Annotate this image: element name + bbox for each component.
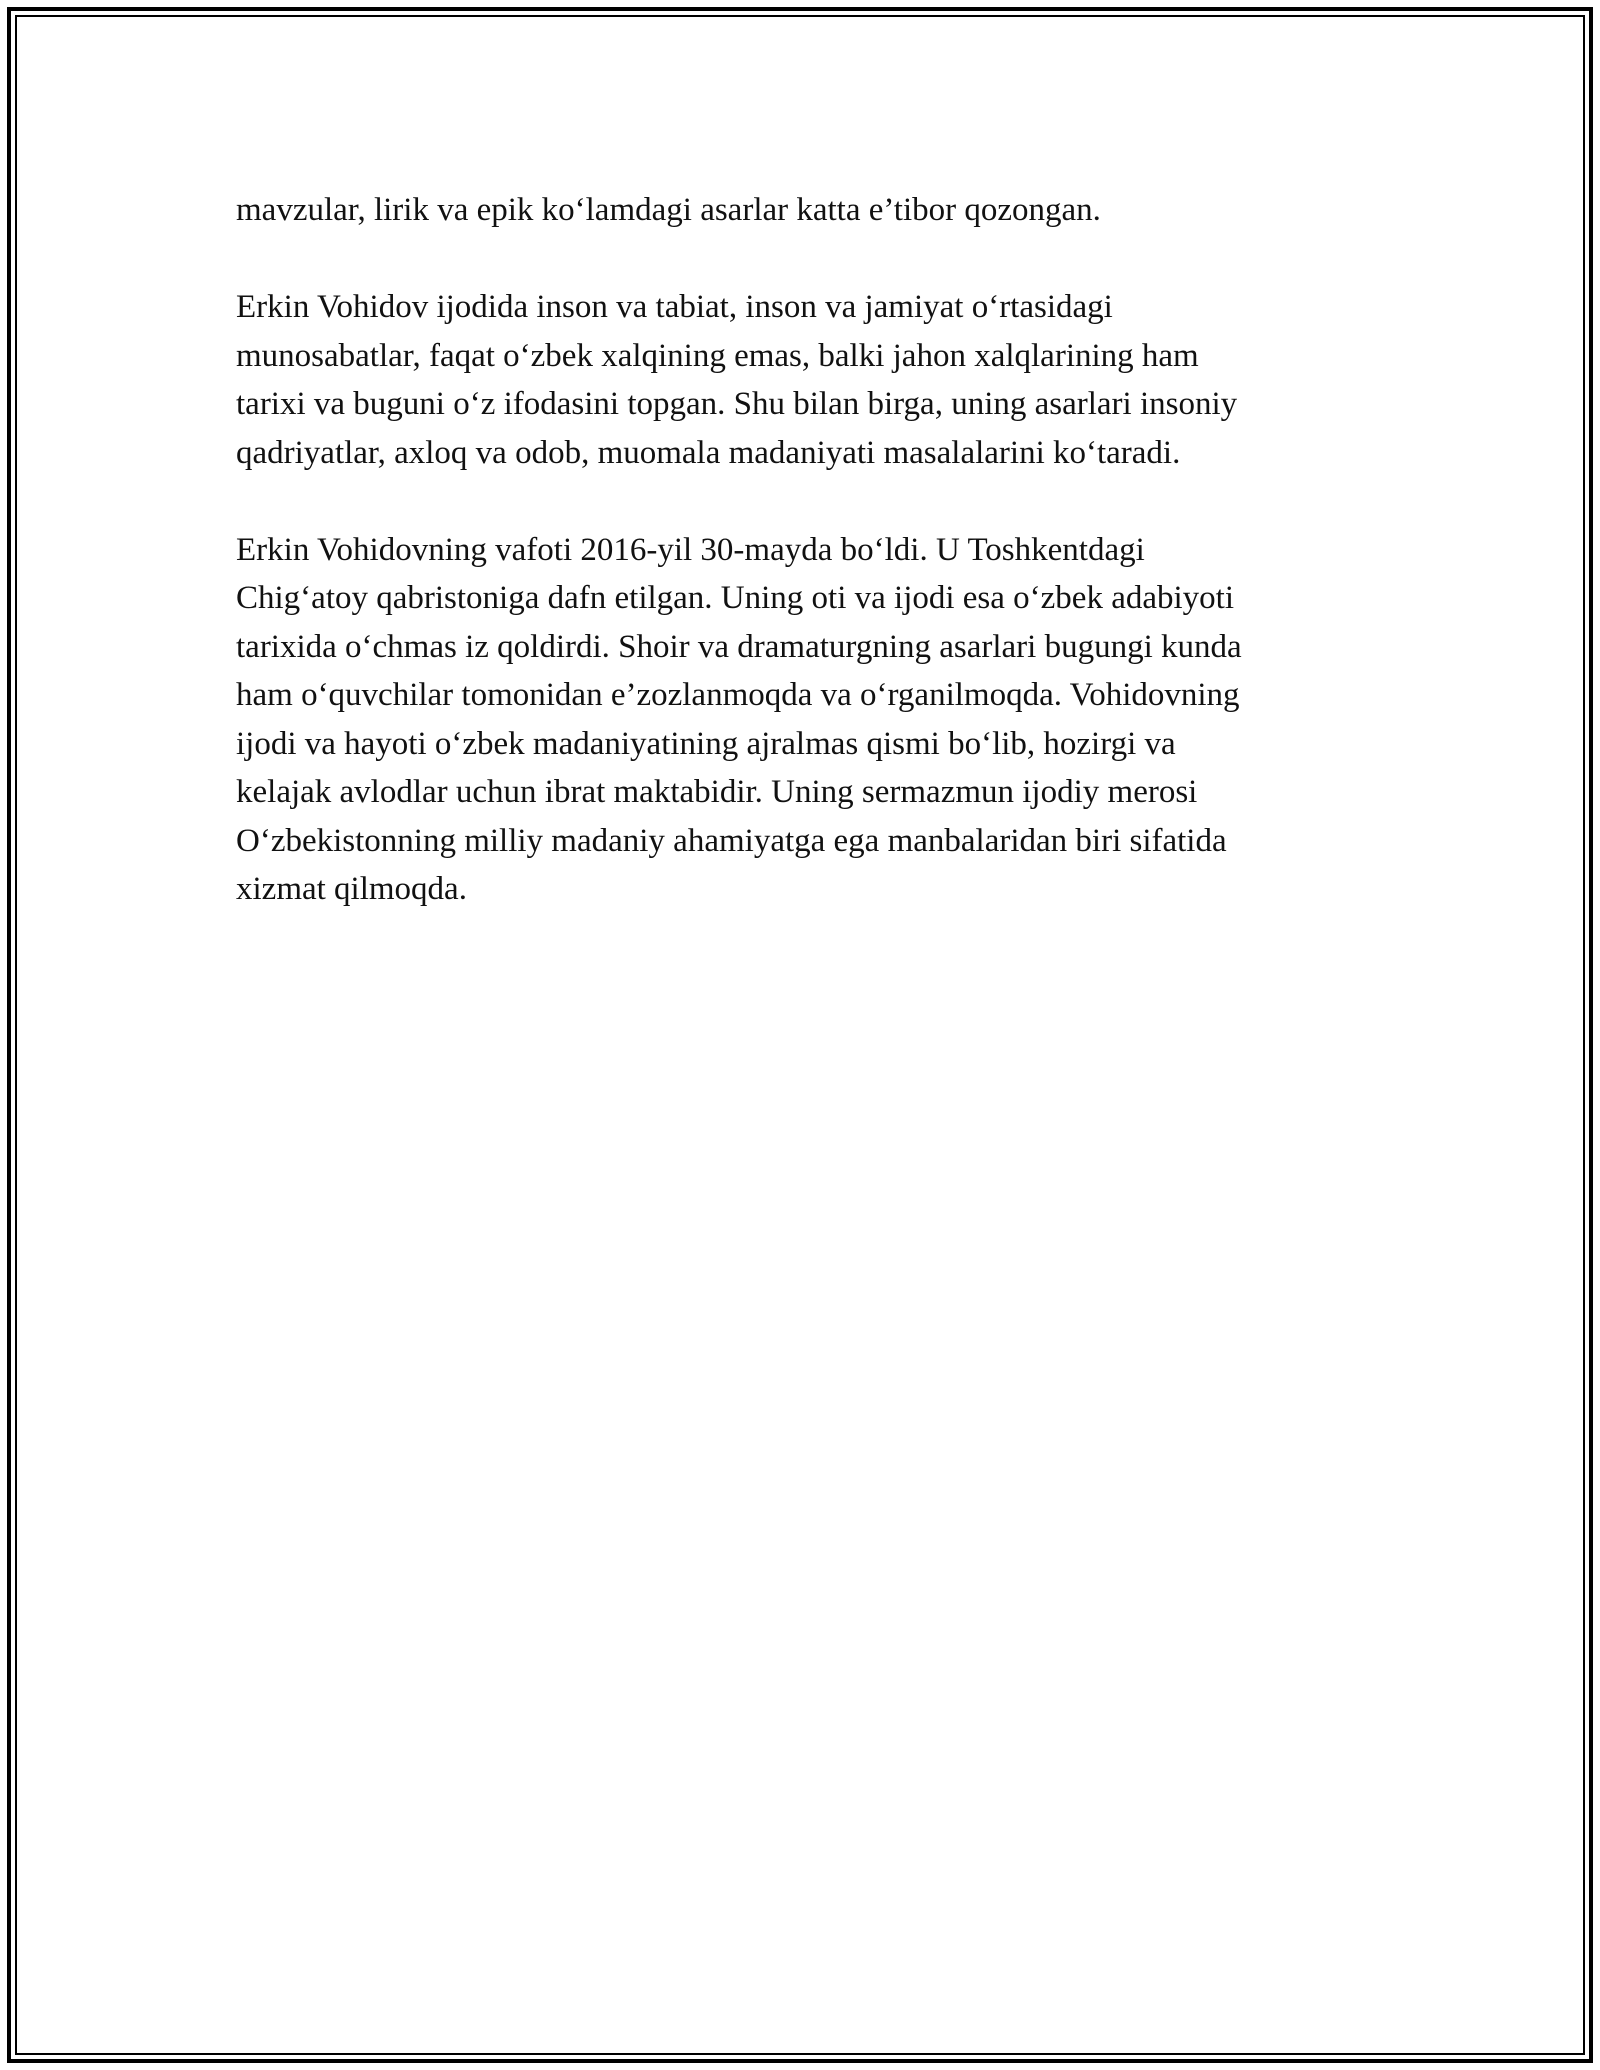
text-line: xizmat qilmoqda. bbox=[236, 871, 467, 907]
text-line: mavzular, lirik va epik koʻlamdagi asarlar katta e’tibor qozongan. bbox=[236, 192, 1101, 228]
text-line: qadriyatlar, axloq va odob, muomala madaniyati masalalarini koʻtaradi. bbox=[236, 434, 1181, 471]
text-line: Chigʻatoy qabristoniga dafn etilgan. Uning oti va ijodi esa oʻzbek adabiyoti bbox=[236, 580, 1235, 616]
text-line: kelajak avlodlar uchun ibrat maktabidir. Uning sermazmun ijodiy merosi bbox=[236, 774, 1198, 810]
text-line: Erkin Vohidovning vafoti 2016-yil 30-mayda boʻldi. U Toshkentdagi bbox=[236, 531, 1145, 568]
document-body bbox=[236, 186, 1376, 962]
paragraph-2 bbox=[236, 283, 1376, 477]
text-line: munosabatlar, faqat oʻzbek xalqining emas, balki jahon xalqlarining ham bbox=[236, 337, 1199, 374]
paragraph-3 bbox=[236, 526, 1376, 914]
text-line: Erkin Vohidov ijodida inson va tabiat, inson va jamiyat oʻrtasidagi bbox=[236, 289, 1113, 325]
paragraph-1 bbox=[236, 186, 1376, 235]
text-line: Oʻzbekistonning milliy madaniy ahamiyatga ega manbalaridan biri sifatida bbox=[236, 822, 1227, 859]
text-line: tarixida oʻchmas iz qoldirdi. Shoir va dramaturgning asarlari bugungi kunda bbox=[236, 628, 1242, 665]
text-line: ijodi va hayoti oʻzbek madaniyatining ajralmas qismi boʻlib, hozirgi va bbox=[236, 725, 1176, 762]
text-line: tarixi va buguni oʻz ifodasini topgan. Shu bilan birga, uning asarlari insoniy bbox=[236, 386, 1238, 422]
text-line: ham oʻquvchilar tomonidan e’zozlanmoqda va oʻrganilmoqda. Vohidovning bbox=[236, 677, 1240, 713]
